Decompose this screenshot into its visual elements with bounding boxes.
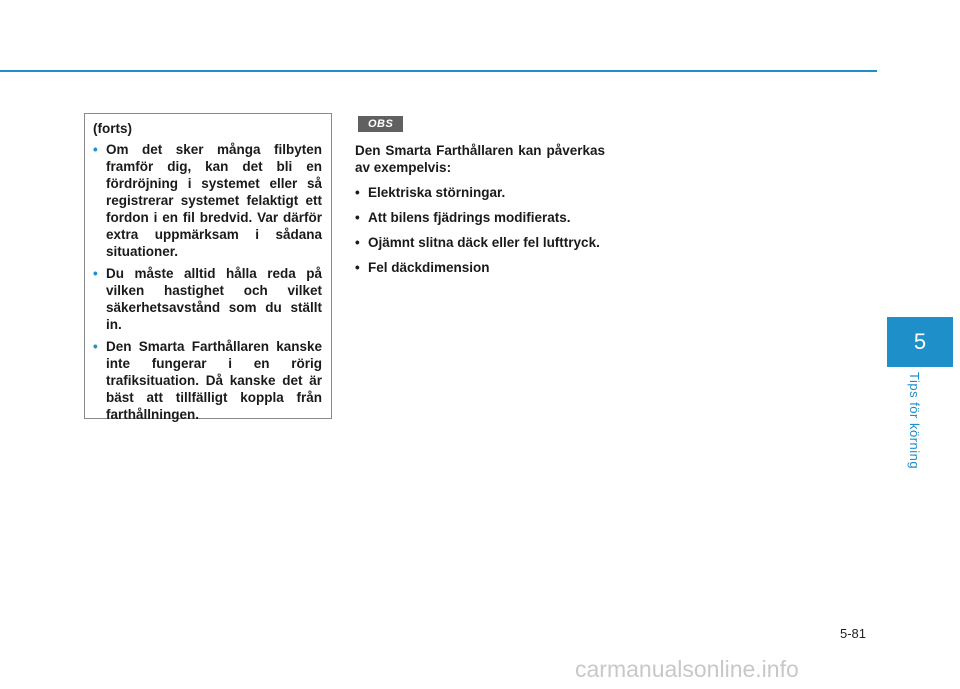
bullet-icon: • [93, 266, 98, 281]
list-item: • Den Smarta Farthållaren kanske inte fungerar i en rörig trafiksituation. Då kanske det är bäst att tillfälligt koppla från farthållningen. [93, 339, 322, 422]
box-heading: (forts) [93, 121, 132, 136]
page-number: 5-81 [840, 626, 867, 641]
bullet-icon: • [355, 235, 360, 250]
chapter-label: Tips för körning [907, 372, 922, 470]
list-item: • Om det sker många filbyten framför dig, kan det bli en fördröjning i systemet eller så registrerar systemet felaktigt ett fordon i en fil bredvid. Var därför extra uppmärksam i sådana situationer. [93, 142, 322, 259]
continued-caution-box [84, 113, 332, 422]
note-list [355, 184, 605, 276]
list-item: • Du måste alltid hålla reda på vilken hastighet och vilket säkerhetsavstånd som du ställt in. [93, 266, 322, 332]
top-rule [0, 70, 877, 72]
list-item: • Ojämnt slitna däck eller fel lufttryck. [355, 235, 600, 250]
bullet-icon: • [93, 339, 98, 354]
chapter-number: 5 [913, 329, 927, 354]
obs-badge: OBS [358, 116, 403, 132]
watermark: carmanualsonline.info [575, 656, 799, 682]
bullet-icon: • [93, 142, 98, 157]
chapter-tab [887, 317, 953, 367]
list-item: • Att bilens fjädrings modifierats. [355, 210, 571, 225]
list-item: • Fel däckdimension [355, 260, 490, 275]
note-intro: Den Smarta Farthållaren kan påverkas av exempelvis: [355, 143, 605, 175]
bullet-icon: • [355, 185, 360, 200]
box-list [92, 141, 322, 423]
list-item: • Elektriska störningar. [355, 185, 506, 200]
bullet-icon: • [355, 260, 360, 275]
note-section [355, 114, 605, 284]
bullet-icon: • [355, 210, 360, 225]
